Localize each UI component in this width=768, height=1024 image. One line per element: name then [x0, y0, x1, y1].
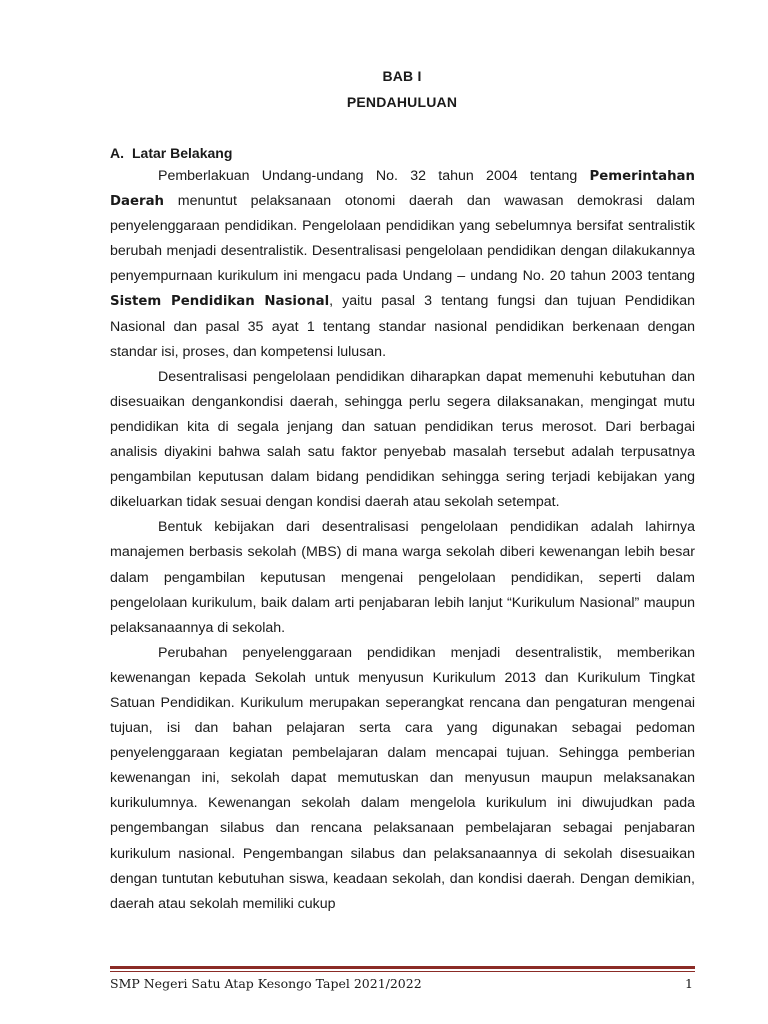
footer-rule-thick — [110, 966, 695, 969]
paragraph-1-part-a: Pemberlakuan Undang-undang No. 32 tahun 2004 tentang — [158, 168, 590, 184]
paragraph-4: Perubahan penyelenggaraan pendidikan menjadi desentralistik, memberikan kewenangan kepada Sekolah untuk menyusun Kurikulum 2013 dan Kurikulum Tingkat Satuan Pendidikan. Kurikulum merupakan seperangkat rencana dan pengaturan mengenai tujuan, isi dan bahan pelajaran serta cara yang digunakan sebagai pedoman penyelenggaraan kegiatan pembelajaran dalam mencapai tujuan. Sehingga pemberian kewenangan ini, sekolah dapat memutuskan dan menyusun maupun melaksanakan kurikulumnya. Kewenangan sekolah dalam mengelola kurikulum ini diwujudkan pada pengembangan silabus dan rencana pelaksanaan pembelajaran sebagai penjabaran kurikulum nasional. Pengembangan silabus dan pelaksanaannya di sekolah disesuaikan dengan tuntutan kebutuhan siswa, keadaan sekolah, dan kondisi daerah. Dengan demikian, daerah atau sekolah memiliki cukup — [110, 644, 695, 912]
section-title: Latar Belakang — [132, 145, 233, 161]
chapter-number: BAB I — [382, 68, 422, 84]
paragraph-1-part-e: , yaitu pasal 3 tentang fungsi dan tujuan Pendidikan Nasional dan pasal 35 ayat 1 tentang standar nasional pendidikan berkenaan dengan standar isi, proses, dan kompetensi lulusan. — [110, 293, 695, 360]
bold-term-pemerintahan-daerah: Pemerintahan Daerah — [110, 169, 695, 210]
paragraph-1 — [110, 164, 695, 365]
bold-term-sisdiknas: Sistem Pendidikan Nasional — [110, 294, 330, 310]
footer-rule-thin — [110, 971, 695, 972]
paragraph-3: Bentuk kebijakan dari desentralisasi pengelolaan pendidikan adalah lahirnya manajemen berbasis sekolah (MBS) di mana warga sekolah diberi kewenangan lebih besar dalam pengambilan keputusan mengenai pengelolaan pendidikan, seperti dalam pengelolaan kurikulum, baik dalam arti penjabaran lebih lanjut “Kurikulum Nasional” maupun pelaksanaannya di sekolah. — [110, 519, 695, 636]
section-number: A. — [110, 145, 124, 161]
paragraph-1-part-c: menuntut pelaksanaan otonomi daerah dan wawasan demokrasi dalam penyelenggaraan pendidikan. Pengelolaan pendidikan yang sebelumnya bersifat sentralistik berubah menjadi desentralistik. Desentralisasi pengelolaan pendidikan dengan dilakukannya penyempurnaan kurikulum ini mengacu pada Undang – undang No. 20 tahun 2003 tentang — [110, 193, 695, 285]
section-heading — [110, 145, 232, 161]
footer-page-number: 1 — [685, 976, 693, 991]
chapter-title: PENDAHULUAN — [346, 94, 458, 110]
paragraph-2: Desentralisasi pengelolaan pendidikan diharapkan dapat memenuhi kebutuhan dan disesuaikan dengankondisi daerah, sehingga perlu segera dilaksanakan, mengingat mutu pendidikan kita di segala jenjang dan satuan pendidikan terus merosot. Dari berbagai analisis diyakini bahwa salah satu faktor penyebab masalah tersebut adalah terpusatnya pengambilan keputusan dalam bidang pendidikan sehingga sering terjadi kebijakan yang dikeluarkan tidak sesuai dengan kondisi daerah atau sekolah setempat. — [110, 368, 695, 511]
footer-school-label: SMP Negeri Satu Atap Kesongo Tapel 2021/2022 — [110, 976, 422, 991]
body-text — [110, 164, 695, 917]
page-footer — [110, 976, 695, 996]
